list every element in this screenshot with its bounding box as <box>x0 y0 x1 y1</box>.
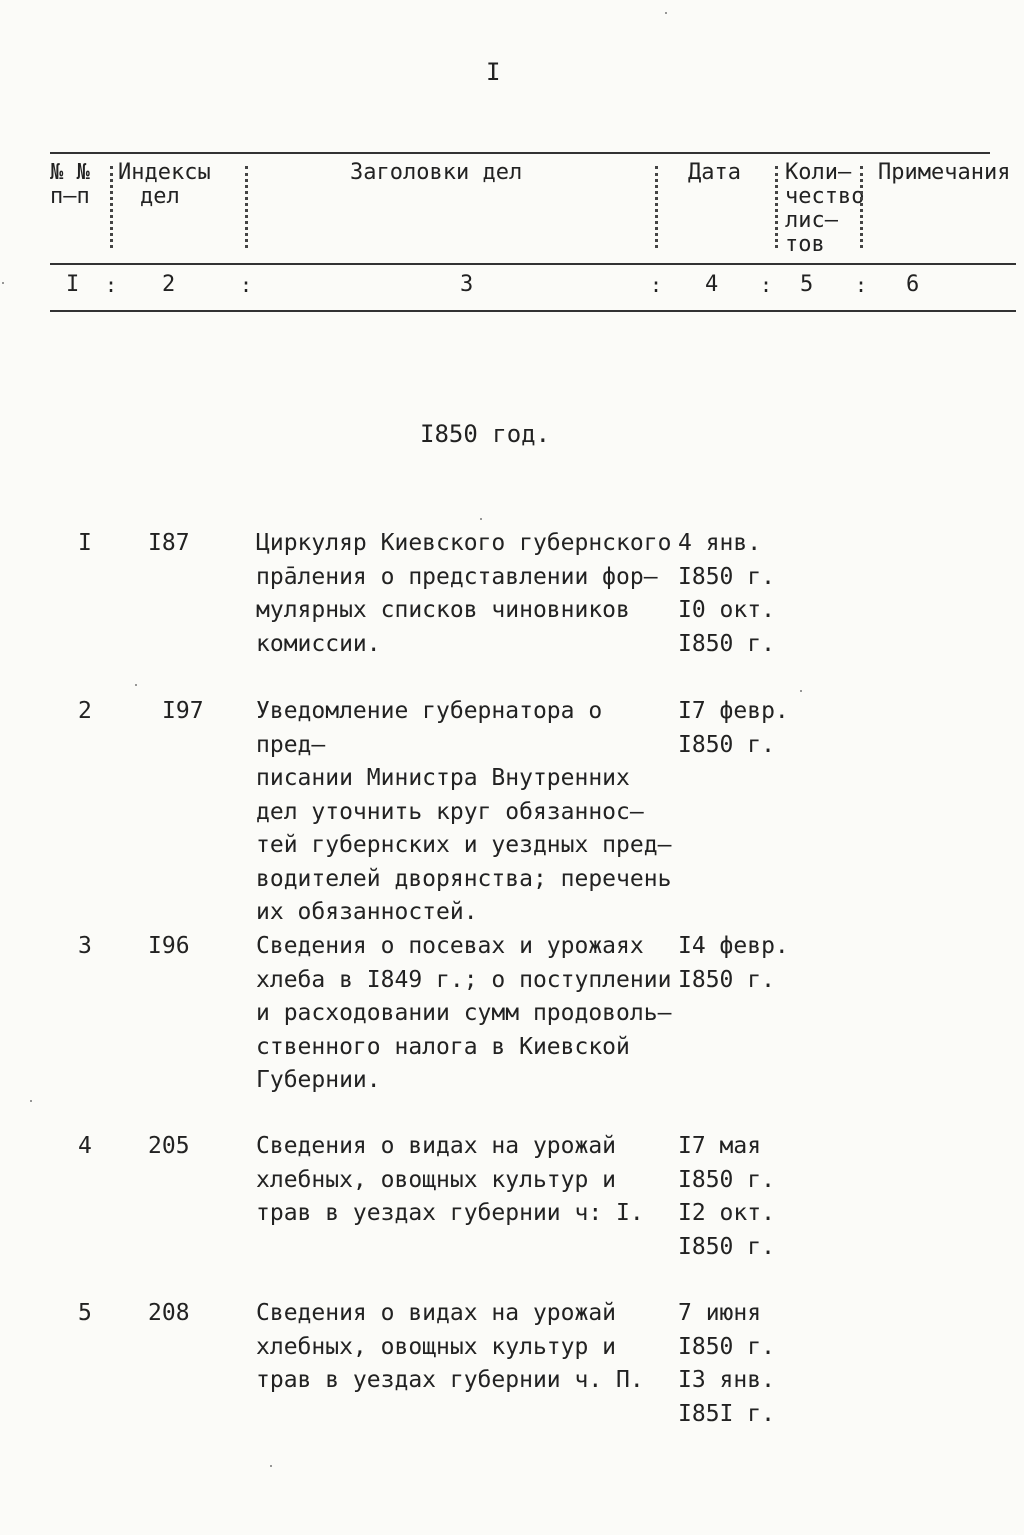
entry-date <box>678 1130 808 1264</box>
entry-title-line: трав в уездах губернии ч. П. <box>256 1367 644 1393</box>
scan-speck <box>665 12 667 14</box>
column-header-sheet-count-line: тов <box>785 232 825 257</box>
column-header-notes: Примечания <box>878 160 1011 185</box>
entry-title-line: их обязанностей. <box>256 899 478 925</box>
entry-index: I87 <box>148 530 190 556</box>
row-separator: : <box>105 273 118 297</box>
scan-speck <box>270 1465 272 1467</box>
header-separator <box>245 166 248 248</box>
entry-date-line: I7 мая <box>678 1133 762 1159</box>
column-number-2: 2 <box>162 272 176 297</box>
entry-date-line: I85I г. <box>678 1400 775 1427</box>
entry-title-line: хлебных, овощных культур и <box>256 1333 617 1360</box>
entry-title <box>256 695 681 930</box>
entry-title-line: Уведомление губернатора о пред– <box>256 698 603 758</box>
entry-title-line: хлеба в I849 г.; о поступлении <box>256 966 672 993</box>
entry-title-line: мулярных списков чиновников <box>256 597 630 623</box>
entry-title <box>256 1130 681 1231</box>
entry-title-line: Сведения о видах на урожай <box>256 1133 617 1159</box>
column-number-4: 4 <box>705 272 719 297</box>
entry-date-line: 4 янв. <box>678 530 762 556</box>
entry-title-line: хлебных, овощных культур и <box>256 1166 617 1193</box>
header-separator <box>110 166 113 248</box>
entry-index: 205 <box>148 1133 190 1159</box>
entry-title <box>256 1297 681 1398</box>
header-top-rule <box>50 152 990 154</box>
entry-index: I97 <box>162 698 204 724</box>
column-header-index-line: дел <box>140 184 180 209</box>
entry-title-line: Сведения о посевах и урожаях <box>256 933 644 959</box>
entry-title <box>256 930 681 1098</box>
entry-date-line: I850 г. <box>678 1166 775 1193</box>
entry-date-line: I850 г. <box>678 630 775 657</box>
column-header-titles: Заголовки дел <box>350 160 523 185</box>
entry-title-line: трав в уездах губернии ч: I. <box>256 1200 644 1226</box>
entry-title-line: прāления о представлении фор– <box>256 563 658 590</box>
entry-date-line: 7 июня <box>678 1300 762 1326</box>
row-separator: : <box>760 273 773 297</box>
column-header-sheet-count-line: чество <box>785 184 865 209</box>
entry-date <box>678 527 808 661</box>
header-separator <box>860 166 863 248</box>
header-middle-rule <box>50 263 1016 265</box>
entry-title-line: комиссии. <box>256 630 381 657</box>
column-number-5: 5 <box>800 272 814 297</box>
entry-date-line: I850 г. <box>678 731 775 758</box>
page-number: I <box>486 58 501 86</box>
column-header-number-line: № № <box>50 160 90 185</box>
entry-date-line: I7 февр. <box>678 698 789 724</box>
column-header-date: Дата <box>688 160 741 185</box>
column-header-sheet-count-line: лис– <box>785 208 838 233</box>
row-separator: : <box>650 273 663 297</box>
entry-date-line: I850 г. <box>678 563 775 590</box>
entry-title-line: Циркуляр Киевского губернского <box>256 530 672 556</box>
entry-title-line: дел уточнить круг обязаннос– <box>256 798 644 825</box>
entry-title-line: и расходовании сумм продоволь– <box>256 1000 672 1026</box>
entry-date-line: I3 янв. <box>678 1367 775 1393</box>
header-bottom-rule <box>50 310 1016 312</box>
column-number-6: 6 <box>906 272 920 297</box>
entry-index: I96 <box>148 933 190 959</box>
scan-speck <box>480 518 482 520</box>
entry-title-line: писании Министра Внутренних <box>256 765 630 791</box>
column-number-1: I <box>66 272 80 297</box>
entry-title <box>256 527 681 661</box>
entry-number: 2 <box>78 698 92 724</box>
column-header-number-line: п–п <box>50 184 90 209</box>
year-heading: I850 год. <box>420 420 551 448</box>
entry-date <box>678 930 808 997</box>
scan-speck <box>135 684 137 686</box>
entry-title-line: Губернии. <box>256 1067 381 1093</box>
entry-date-line: I850 г. <box>678 1233 775 1260</box>
column-number-3: 3 <box>460 272 474 297</box>
entry-title-line: Сведения о видах на урожай <box>256 1300 617 1326</box>
entry-number: 5 <box>78 1300 92 1326</box>
entry-date-line: I0 окт. <box>678 597 775 623</box>
entry-date <box>678 695 808 762</box>
entry-number: 4 <box>78 1133 92 1159</box>
entry-number: I <box>78 530 92 556</box>
header-separator <box>775 166 778 248</box>
header-separator <box>655 166 658 248</box>
entry-number: 3 <box>78 933 92 959</box>
entry-title-line: тей губернских и уездных пред– <box>256 832 672 858</box>
entry-title-line: ственного налога в Киевской <box>256 1033 630 1060</box>
entry-index: 208 <box>148 1300 190 1326</box>
scan-speck <box>30 1100 32 1102</box>
entry-date-line: I2 окт. <box>678 1200 775 1226</box>
entry-date-line: I850 г. <box>678 966 775 993</box>
entry-date-line: I850 г. <box>678 1333 775 1360</box>
entry-date <box>678 1297 808 1431</box>
entry-title-line: водителей дворянства; перечень <box>256 865 672 892</box>
row-separator: : <box>240 273 253 297</box>
scan-speck <box>800 690 802 692</box>
scan-speck <box>2 282 4 284</box>
column-header-index-line: Индексы <box>118 160 211 185</box>
column-header-sheet-count-line: Коли– <box>785 160 852 185</box>
row-separator: : <box>855 273 868 297</box>
entry-date-line: I4 февр. <box>678 933 789 959</box>
